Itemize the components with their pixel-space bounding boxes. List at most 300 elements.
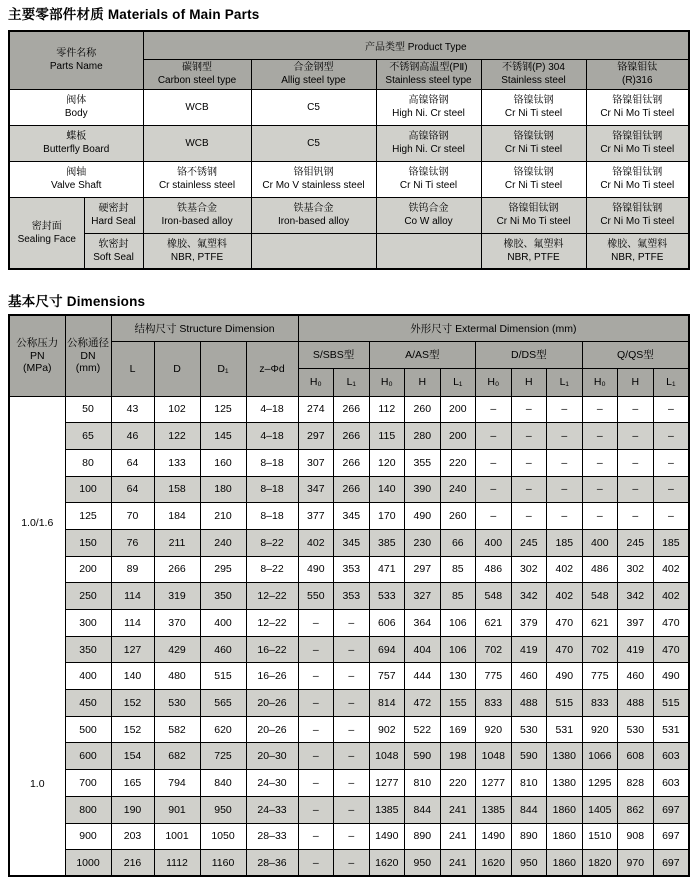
dim-value-cell: 327 [405,583,441,610]
dim-value-cell: 240 [200,529,246,556]
dim-value-cell: 1620 [369,850,405,877]
dim-row-dn-150 [9,529,689,556]
dim-row-dn-450 [9,690,689,717]
dim-value-cell: 266 [334,423,370,450]
dim-value-cell: 757 [369,663,405,690]
sealing-material-cell-zh: 橡胶、氟塑料 [167,238,228,250]
dim-value-cell: 814 [369,690,405,717]
dim-value-cell: – [511,476,547,503]
pn-cell [9,396,65,876]
dim-value-cell: 488 [511,690,547,717]
material-cell-en: High Ni. Cr steel [392,108,465,119]
pn-header-sym: PN [29,349,45,362]
dim-value-cell: 120 [369,449,405,476]
type-carbon-zh: 碳钢型 [182,62,213,73]
part-name-cell-en: Body [64,108,88,119]
material-cell-zh: C5 [307,101,320,113]
dim-value-cell: 8–18 [246,476,298,503]
dim-value-cell: 152 [111,716,154,743]
dim-value-cell: 114 [111,610,154,637]
dim-value-cell: 89 [111,556,154,583]
parts-name-header [9,31,143,89]
dim-value-cell: 901 [154,796,200,823]
dim-value-cell: 775 [582,663,618,690]
dim-value-cell: 950 [511,850,547,877]
dim-value-cell: 43 [111,396,154,423]
sub-col-header: H₀ [582,368,618,396]
dim-value-cell: 515 [547,690,583,717]
dn-cell: 600 [65,743,111,770]
dim-value-cell: – [582,476,618,503]
type-alloy-zh: 合金钢型 [293,62,334,73]
material-cell-en: Cr Mo V stainless steel [262,180,365,191]
dim-value-cell: 1277 [369,770,405,797]
sub-col-header: L₁ [334,368,370,396]
dim-value-cell: 220 [440,449,476,476]
dim-value-cell: 488 [618,690,654,717]
dim-value-cell: 1490 [369,823,405,850]
dim-value-cell: 8–18 [246,503,298,530]
dim-value-cell: – [618,476,654,503]
dim-value-cell: – [511,396,547,423]
dn-cell: 500 [65,716,111,743]
dim-value-cell: 1385 [476,796,512,823]
dim-value-cell: – [476,423,512,450]
dim-value-cell: 379 [511,610,547,637]
dim-value-cell: 200 [440,423,476,450]
dim-value-cell: 606 [369,610,405,637]
dim-value-cell: 302 [511,556,547,583]
dim-value-cell: 1380 [547,770,583,797]
materials-table [8,30,690,270]
col-header-D1: D₁ [200,341,246,396]
dim-value-cell: 350 [200,583,246,610]
dim-value-cell: 920 [476,716,512,743]
pn-value-1: 1.0 [29,778,45,791]
dim-value-cell: 490 [653,663,689,690]
dim-value-cell: 385 [369,529,405,556]
dim-value-cell: 621 [582,610,618,637]
sealing-material-cell [251,233,376,269]
sealing-material-cell [586,197,689,233]
material-cell-en: Cr Ni Ti steel [504,108,563,119]
dim-row-dn-300 [9,610,689,637]
dim-value-cell: – [334,796,370,823]
dn-cell: 125 [65,503,111,530]
dim-value-cell: 353 [334,583,370,610]
dim-value-cell: 185 [653,529,689,556]
dim-value-cell: 697 [653,796,689,823]
dim-value-cell: 241 [440,796,476,823]
parts-name-zh: 零件名称 [56,48,97,60]
sub-col-header: L₁ [653,368,689,396]
sealing-material-cell [481,233,586,269]
structure-dimension-header: 结构尺寸 Structure Dimension [111,315,298,341]
dim-value-cell: 470 [547,636,583,663]
dim-value-cell: 8–22 [246,529,298,556]
type-header-carbon [143,59,251,89]
sealing-material-cell [143,197,251,233]
dim-value-cell: 64 [111,476,154,503]
dim-value-cell: – [547,503,583,530]
sealing-face-cell-zh: 密封面 [31,220,62,232]
dim-value-cell: 85 [440,556,476,583]
material-cell [251,125,376,161]
dn-cell: 900 [65,823,111,850]
sealing-face-cell-en: Sealing Face [17,233,76,245]
material-cell-en: Cr Ni Ti steel [504,144,563,155]
dim-value-cell: – [653,423,689,450]
dim-value-cell: 185 [547,529,583,556]
dn-cell: 800 [65,796,111,823]
dim-value-cell: 241 [440,850,476,877]
dim-value-cell: 1160 [200,850,246,877]
dn-cell: 1000 [65,850,111,877]
dim-value-cell: 140 [111,663,154,690]
sub-col-header: H₀ [369,368,405,396]
dim-value-cell: 890 [511,823,547,850]
dim-value-cell: 165 [111,770,154,797]
material-cell-en: High Ni. Cr steel [392,144,465,155]
dim-value-cell: 1380 [547,743,583,770]
dn-cell: 300 [65,610,111,637]
dim-value-cell: 184 [154,503,200,530]
dim-value-cell: 155 [440,690,476,717]
dim-value-cell: 1820 [582,850,618,877]
dim-value-cell: 400 [582,529,618,556]
dim-row-dn-125 [9,503,689,530]
dim-value-cell: 133 [154,449,200,476]
dim-value-cell: – [298,770,334,797]
dim-value-cell: 1860 [547,850,583,877]
dim-value-cell: 230 [405,529,441,556]
dim-value-cell: 530 [154,690,200,717]
material-cell [481,161,586,197]
seal-type-cell-en: Hard Seal [91,216,136,227]
dim-value-cell: 220 [440,770,476,797]
dim-value-cell: 114 [111,583,154,610]
pn-header-unit: (MPa) [22,362,52,374]
sealing-material-cell-zh: 铁钨合金 [408,203,449,214]
part-name-cell [9,125,143,161]
sealing-material-cell-en: NBR, PTFE [170,251,224,263]
group-header-dds: D/DS型 [476,341,583,368]
dim-value-cell: 1620 [476,850,512,877]
dim-value-cell: 621 [476,610,512,637]
dim-value-cell: 950 [200,796,246,823]
dim-value-cell: 125 [200,396,246,423]
dim-value-cell: 102 [154,396,200,423]
dim-value-cell: 697 [653,823,689,850]
type-316-zh: 铬镍钼钛 [617,62,658,73]
sub-col-header: H [405,368,441,396]
sealing-material-cell [251,197,376,233]
dim-value-cell: 216 [111,850,154,877]
dim-value-cell: – [653,503,689,530]
sealing-material-cell [143,233,251,269]
dim-value-cell: 145 [200,423,246,450]
dim-value-cell: – [582,503,618,530]
type-alloy-en: Allig steel type [281,75,346,86]
dim-value-cell: 550 [298,583,334,610]
dim-value-cell: 203 [111,823,154,850]
dim-value-cell: – [511,503,547,530]
dim-value-cell: – [334,823,370,850]
dim-value-cell: 1295 [582,770,618,797]
dim-value-cell: 20–30 [246,743,298,770]
dim-value-cell: 70 [111,503,154,530]
dim-value-cell: 620 [200,716,246,743]
dim-value-cell: 115 [369,423,405,450]
dim-value-cell: 295 [200,556,246,583]
dim-value-cell: 4–18 [246,423,298,450]
dim-value-cell: – [476,503,512,530]
type-304-en: Stainless steel [501,75,566,86]
dn-cell: 200 [65,556,111,583]
dim-value-cell: 1385 [369,796,405,823]
dim-row-dn-50 [9,396,689,423]
dim-value-cell: – [653,476,689,503]
group-header-aas: A/AS型 [369,341,476,368]
dim-row-dn-65 [9,423,689,450]
dim-value-cell: 794 [154,770,200,797]
dim-value-cell: 274 [298,396,334,423]
dim-value-cell: 302 [618,556,654,583]
dim-value-cell: – [618,503,654,530]
dim-value-cell: 522 [405,716,441,743]
materials-row-0 [9,89,689,125]
dim-value-cell: 582 [154,716,200,743]
dim-value-cell: 725 [200,743,246,770]
material-cell-zh: 铬镍钛钢 [408,167,449,178]
sealing-material-cell [376,233,481,269]
sealing-face-cell [9,197,84,269]
dim-row-dn-100 [9,476,689,503]
col-header-zd: z–Φd [246,341,298,396]
dim-value-cell: 297 [298,423,334,450]
dim-value-cell: 12–22 [246,610,298,637]
group-header-sbs: S/SBS型 [298,341,369,368]
dim-value-cell: 531 [653,716,689,743]
dim-value-cell: 370 [154,610,200,637]
dn-cell: 450 [65,690,111,717]
col-header-L: L [111,341,154,396]
dn-cell: 80 [65,449,111,476]
dim-value-cell: 266 [334,476,370,503]
dim-value-cell: 400 [476,529,512,556]
dim-value-cell: 702 [582,636,618,663]
dim-value-cell: 470 [653,610,689,637]
materials-section-title: 主要零部件材质 Materials of Main Parts [8,7,260,22]
dim-value-cell: 130 [440,663,476,690]
dim-value-cell: 590 [405,743,441,770]
part-name-cell [9,161,143,197]
dim-value-cell: 548 [582,583,618,610]
material-cell-zh: 铬镍钛钢 [513,95,554,106]
dim-value-cell: 24–30 [246,770,298,797]
dim-value-cell: 419 [618,636,654,663]
dim-value-cell: 20–26 [246,690,298,717]
materials-row-1 [9,125,689,161]
dim-value-cell: 603 [653,770,689,797]
dim-value-cell: 460 [511,663,547,690]
dim-value-cell: 429 [154,636,200,663]
dim-value-cell: 470 [547,610,583,637]
dim-row-dn-350 [9,636,689,663]
sealing-material-cell-zh: 橡胶、氟塑料 [607,238,668,250]
material-cell-zh: C5 [307,137,320,149]
dim-value-cell: 140 [369,476,405,503]
dim-value-cell: 260 [440,503,476,530]
material-cell-zh: 高镍铬钢 [408,95,449,106]
dim-value-cell: 16–22 [246,636,298,663]
dim-value-cell: 402 [653,556,689,583]
dim-value-cell: 106 [440,610,476,637]
dim-value-cell: 400 [200,610,246,637]
dim-value-cell: 160 [200,449,246,476]
dim-value-cell: 28–36 [246,850,298,877]
material-cell [376,161,481,197]
dim-value-cell: – [298,823,334,850]
sub-col-header: L₁ [440,368,476,396]
dim-value-cell: 353 [334,556,370,583]
sealing-material-cell-zh: 橡胶、氟塑料 [503,238,564,250]
dim-value-cell: 319 [154,583,200,610]
seal-type-cell [84,233,143,269]
dim-value-cell: 1277 [476,770,512,797]
dim-value-cell: – [334,690,370,717]
dim-value-cell: 200 [440,396,476,423]
dim-value-cell: 844 [511,796,547,823]
dim-value-cell: 460 [200,636,246,663]
dn-cell: 50 [65,396,111,423]
dim-value-cell: 603 [653,743,689,770]
dim-value-cell: 902 [369,716,405,743]
dimensions-table [8,314,690,877]
dim-value-cell: 8–22 [246,556,298,583]
dim-value-cell: – [618,423,654,450]
dim-value-cell: – [298,850,334,877]
sealing-material-cell-en: Cr Ni Mo Ti steel [496,216,571,227]
dim-value-cell: – [476,396,512,423]
dim-value-cell: – [298,663,334,690]
sealing-material-cell-zh: 铁基合金 [293,203,334,214]
dim-value-cell: – [334,610,370,637]
dim-value-cell: 4–18 [246,396,298,423]
material-cell-zh: WCB [185,101,209,113]
sub-col-header: H₀ [476,368,512,396]
dim-value-cell: 515 [200,663,246,690]
seal-type-cell-zh: 软密封 [98,238,129,250]
dim-value-cell: – [653,396,689,423]
type-header-stainless-ht [376,59,481,89]
material-cell-en: Cr Ni Ti steel [399,180,458,191]
dim-value-cell: 486 [476,556,512,583]
material-cell [481,89,586,125]
sealing-material-cell-en: NBR, PTFE [507,251,560,263]
dim-value-cell: 480 [154,663,200,690]
dim-value-cell: 419 [511,636,547,663]
dim-value-cell: 1510 [582,823,618,850]
dim-value-cell: 1001 [154,823,200,850]
dim-value-cell: – [476,476,512,503]
material-cell [376,125,481,161]
dim-value-cell: – [298,743,334,770]
dim-value-cell: 342 [618,583,654,610]
dim-value-cell: 920 [582,716,618,743]
dim-value-cell: 1048 [369,743,405,770]
dim-value-cell: 210 [200,503,246,530]
dim-value-cell: 8–18 [246,449,298,476]
dim-value-cell: – [334,770,370,797]
dim-value-cell: 404 [405,636,441,663]
dim-value-cell: 390 [405,476,441,503]
type-stainless-ht-en: Stainless steel type [385,75,472,86]
dim-value-cell: 402 [547,583,583,610]
material-cell [586,125,689,161]
dim-value-cell: 266 [334,449,370,476]
dim-value-cell: 20–26 [246,716,298,743]
dim-value-cell: 590 [511,743,547,770]
dim-value-cell: 280 [405,423,441,450]
material-cell [586,89,689,125]
dim-value-cell: 16–26 [246,663,298,690]
part-name-cell-en: Valve Shaft [51,180,102,191]
dim-value-cell: 515 [653,690,689,717]
sealing-material-cell-zh: 铬镍钼钛钢 [508,203,559,214]
dim-value-cell: 1048 [476,743,512,770]
dim-value-cell: 460 [618,663,654,690]
dim-value-cell: 444 [405,663,441,690]
dim-value-cell: 890 [405,823,441,850]
dim-value-cell: 211 [154,529,200,556]
dim-value-cell: 347 [298,476,334,503]
dim-value-cell: 531 [547,716,583,743]
dim-value-cell: 608 [618,743,654,770]
dim-value-cell: 1066 [582,743,618,770]
dn-cell: 700 [65,770,111,797]
dim-value-cell: 402 [653,583,689,610]
dim-value-cell: – [334,743,370,770]
dim-value-cell: 76 [111,529,154,556]
dim-value-cell: 364 [405,610,441,637]
dim-value-cell: 245 [511,529,547,556]
dim-value-cell: 833 [582,690,618,717]
material-cell [376,89,481,125]
seal-type-cell-en: Soft Seal [93,251,134,263]
dim-row-dn-500 [9,716,689,743]
material-cell-zh: 高镍铬钢 [408,131,449,142]
dim-value-cell: 697 [653,850,689,877]
dim-value-cell: 46 [111,423,154,450]
dim-value-cell: – [298,716,334,743]
dim-value-cell: 470 [653,636,689,663]
dim-value-cell: 345 [334,503,370,530]
type-stainless-ht-zh: 不锈钢高温型(PⅡ) [389,62,468,73]
dim-value-cell: 565 [200,690,246,717]
dim-row-dn-80 [9,449,689,476]
dim-value-cell: – [298,610,334,637]
dim-value-cell: 472 [405,690,441,717]
dim-value-cell: 950 [405,850,441,877]
material-cell-en: Cr stainless steel [158,180,236,191]
material-cell [251,161,376,197]
material-cell-en: Cr Ni Ti steel [504,180,563,191]
dim-value-cell: 490 [405,503,441,530]
dim-value-cell: 1112 [154,850,200,877]
dim-value-cell: 694 [369,636,405,663]
dim-value-cell: 297 [405,556,441,583]
